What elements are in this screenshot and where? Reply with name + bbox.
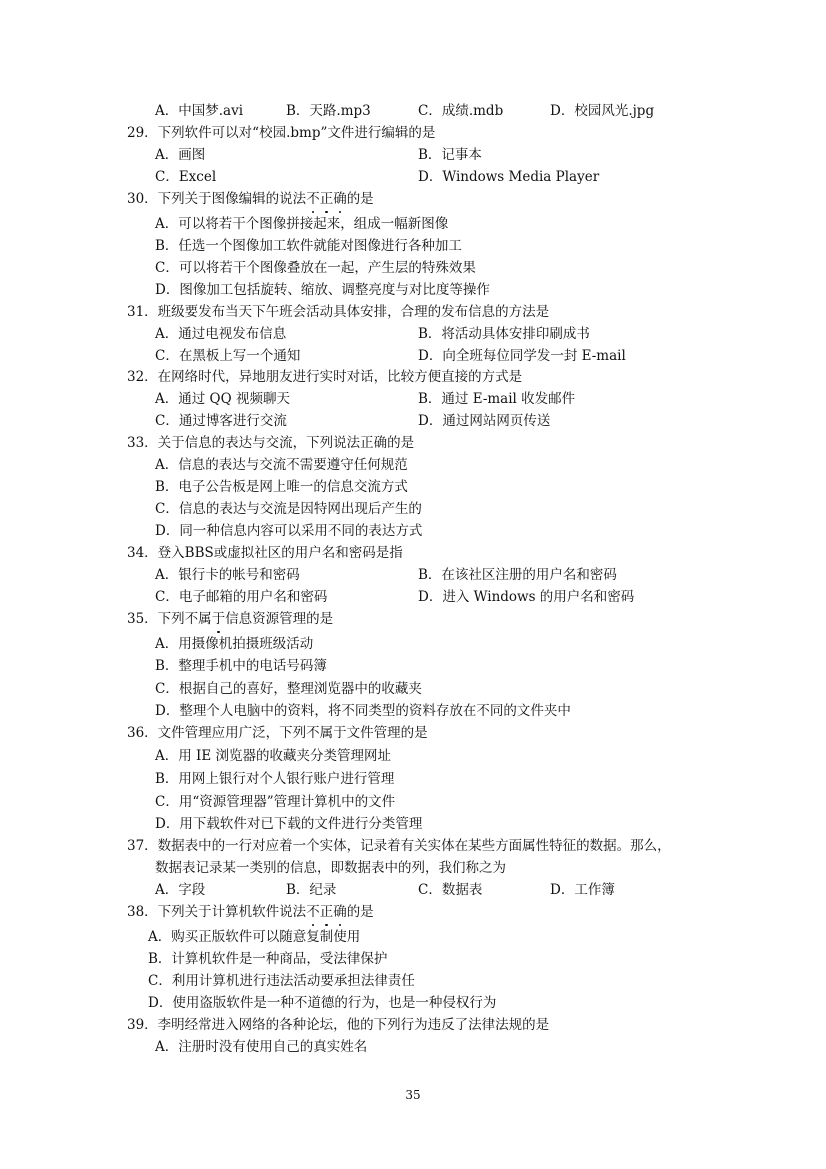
q38-emphasis-1: 不 — [306, 904, 320, 920]
q31-option-a: A．通过电视发布信息 — [155, 326, 287, 342]
q35-emphasis: 于 — [211, 611, 226, 627]
q32-option-b: B．通过 E-mail 收发邮件 — [418, 391, 576, 407]
q30-option-b: B．任选一个图像加工软件就能对图像进行各种加工 — [155, 238, 462, 254]
q33-option-b: B．电子公告板是网上唯一的信息交流方式 — [155, 479, 408, 495]
q29-stem: 29．下列软件可以对“校园.bmp”文件进行编辑的是 — [127, 125, 436, 141]
q32-option-a: A．通过 QQ 视频聊天 — [155, 391, 290, 407]
q38-stem — [127, 903, 374, 921]
q28-option-c: C．成绩.mdb — [418, 103, 504, 119]
q30-stem — [127, 190, 374, 208]
page-number: 35 — [405, 1088, 421, 1102]
q29-option-b: B．记事本 — [418, 147, 482, 163]
q30-option-a: A．可以将若干个图像拼接起来，组成一幅新图像 — [155, 216, 449, 232]
q32-stem: 32．在网络时代，异地朋友进行实时对话，比较方便直接的方式是 — [127, 369, 523, 385]
q33-stem: 33．关于信息的表达与交流，下列说法正确的是 — [127, 435, 415, 451]
q38-option-a: A．购买正版软件可以随意复制使用 — [148, 929, 361, 945]
q34-option-d: D．进入 Windows 的用户名和密码 — [418, 589, 635, 605]
q35-option-a: A．用摄像机拍摄班级活动 — [155, 636, 314, 652]
q29-option-a: A．画图 — [155, 147, 206, 163]
q31-stem: 31．班级要发布当天下午班会活动具体安排，合理的发布信息的方法是 — [127, 304, 550, 320]
q28-option-a: A．中国梦.avi — [155, 103, 244, 119]
q33-option-c: C．信息的表达与交流是因特网出现后产生的 — [155, 501, 422, 517]
q37-option-a: A．字段 — [155, 882, 206, 898]
q37-option-b: B．纪录 — [286, 882, 337, 898]
q28-option-d: D．校园风光.jpg — [550, 103, 655, 119]
q35-stem-pre: 35．下列不属 — [127, 611, 212, 627]
q36-stem: 36．文件管理应用广泛，下列不属于文件管理的是 — [127, 725, 428, 741]
q35-stem — [127, 610, 333, 628]
q28-option-b: B．天路.mp3 — [286, 103, 371, 119]
q30-emphasis-3: 确 — [333, 191, 347, 207]
q38-emphasis-3: 确 — [333, 904, 347, 920]
q35-option-d: D．整理个人电脑中的资料，将不同类型的资料存放在不同的文件夹中 — [155, 703, 571, 719]
q33-option-d: D．同一种信息内容可以采用不同的表达方式 — [155, 523, 423, 539]
q30-stem-pre: 30．下列关于图像编辑的说法 — [127, 191, 307, 207]
q36-option-a: A．用 IE 浏览器的收藏夹分类管理网址 — [155, 748, 392, 764]
q37-option-d: D．工作簿 — [550, 882, 615, 898]
q39-stem: 39．李明经常进入网络的各种论坛，他的下列行为违反了法律法规的是 — [127, 1017, 550, 1033]
q34-option-b: B．在该社区注册的用户名和密码 — [418, 567, 617, 583]
q35-stem-post: 信息资源管理的是 — [225, 611, 334, 627]
q30-stem-post: 的是 — [346, 191, 374, 207]
q32-option-d: D．通过网站网页传送 — [418, 413, 551, 429]
q38-stem-post: 的是 — [346, 904, 374, 920]
q36-option-c: C．用“资源管理器”管理计算机中的文件 — [155, 794, 396, 810]
q32-option-c: C．通过博客进行交流 — [155, 413, 287, 429]
q30-emphasis-1: 不 — [306, 191, 320, 207]
q33-option-a: A．信息的表达与交流不需要遵守任何规范 — [155, 457, 408, 473]
q35-option-b: B．整理手机中的电话号码簿 — [155, 658, 327, 674]
q29-option-d: D．Windows Media Player — [418, 169, 600, 185]
q37-stem-line1: 37．数据表中的一行对应着一个实体，记录着有关实体在某些方面属性特征的数据。那么， — [127, 838, 671, 854]
q36-option-d: D．用下载软件对已下载的文件进行分类管理 — [155, 816, 423, 832]
q36-option-b: B．用网上银行对个人银行账户进行管理 — [155, 771, 395, 787]
q31-option-c: C．在黑板上写一个通知 — [155, 348, 301, 364]
q38-emphasis-2: 正 — [319, 904, 334, 920]
q37-option-c: C．数据表 — [418, 882, 483, 898]
q39-option-a: A．注册时没有使用自己的真实姓名 — [155, 1039, 368, 1055]
q30-option-c: C．可以将若干个图像叠放在一起，产生层的特殊效果 — [155, 260, 476, 276]
q34-stem: 34．登入BBS或虚拟社区的用户名和密码是指 — [127, 545, 403, 561]
q38-option-d: D．使用盗版软件是一种不道德的行为，也是一种侵权行为 — [148, 995, 497, 1011]
q30-emphasis-2: 正 — [319, 191, 334, 207]
q29-option-c: C．Excel — [155, 169, 217, 185]
q38-option-c: C．利用计算机进行违法活动要承担法律责任 — [148, 973, 415, 989]
q38-option-b: B．计算机软件是一种商品，受法律保护 — [148, 951, 388, 967]
q35-option-c: C．根据自己的喜好，整理浏览器中的收藏夹 — [155, 681, 422, 697]
q37-stem-line2: 数据表记录某一类别的信息，即数据表中的列，我们称之为 — [155, 860, 506, 876]
q38-stem-pre: 38．下列关于计算机软件说法 — [127, 904, 307, 920]
q30-option-d: D．图像加工包括旋转、缩放、调整亮度与对比度等操作 — [155, 282, 490, 298]
q34-option-c: C．电子邮箱的用户名和密码 — [155, 589, 328, 605]
q31-option-d: D．向全班每位同学发一封 E-mail — [418, 348, 626, 364]
q31-option-b: B．将活动具体安排印刷成书 — [418, 326, 590, 342]
q34-option-a: A．银行卡的帐号和密码 — [155, 567, 300, 583]
